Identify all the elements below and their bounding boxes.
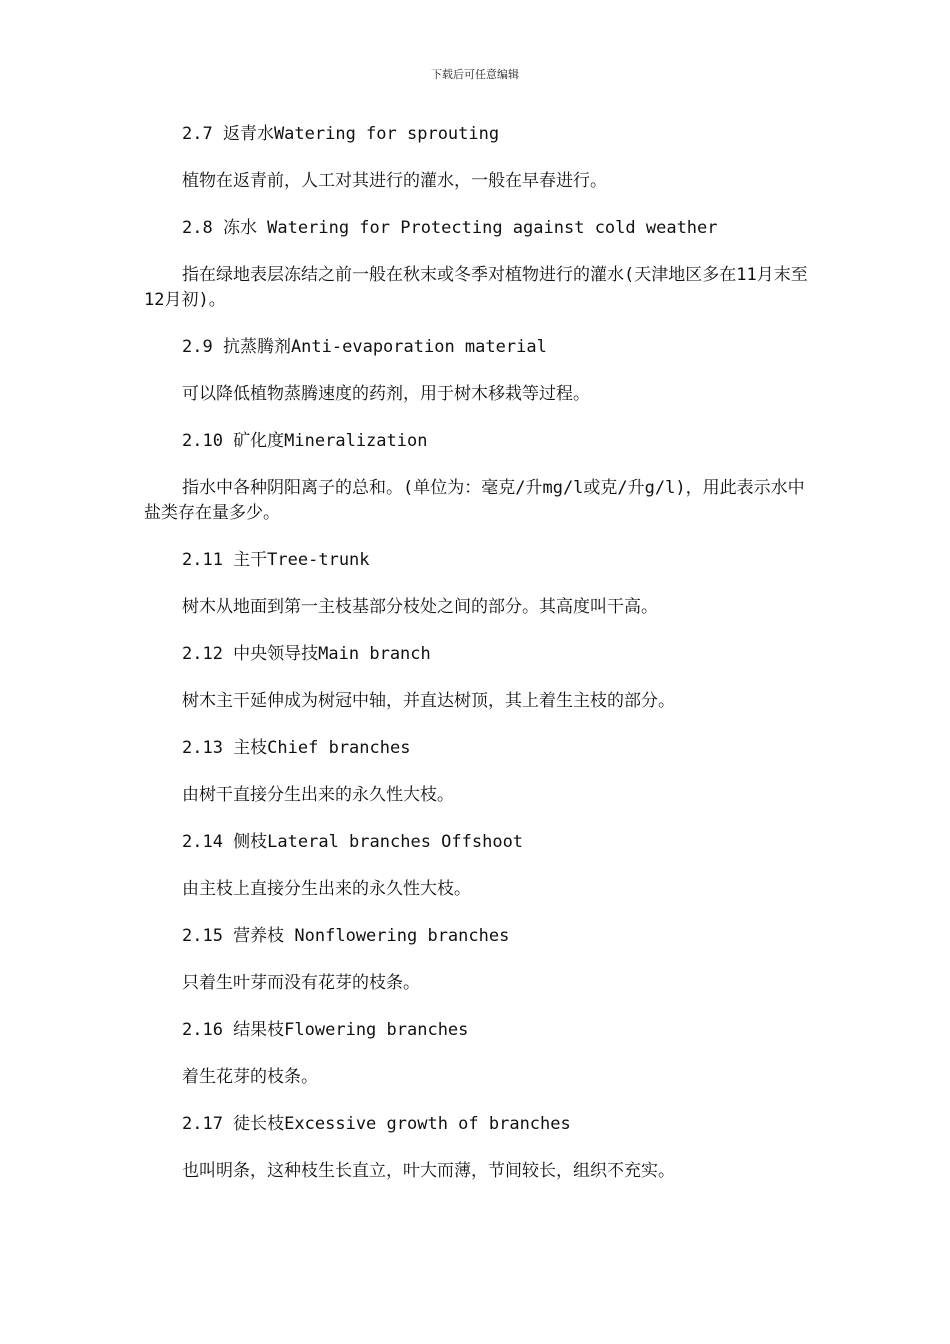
section-heading: 2.9 抗蒸腾剂Anti-evaporation material — [182, 337, 547, 357]
section-body: 可以降低植物蒸腾速度的药剂，用于树木移栽等过程。 — [182, 384, 590, 404]
section-heading: 2.13 主枝Chief branches — [182, 738, 411, 758]
section-body: 指在绿地表层冻结之前一般在秋末或冬季对植物进行的灌水(天津地区多在11月末至12月初)。 — [144, 265, 808, 310]
section-heading: 2.10 矿化度Mineralization — [182, 431, 428, 451]
section-body: 植物在返青前，人工对其进行的灌水，一般在早春进行。 — [182, 171, 607, 191]
section-body: 树木从地面到第一主枝基部分枝处之间的部分。其高度叫干高。 — [182, 597, 658, 617]
section-heading: 2.7 返青水Watering for sprouting — [182, 124, 500, 144]
section-body: 由树干直接分生出来的永久性大枝。 — [182, 785, 454, 805]
section-heading: 2.8 冻水 Watering for Protecting against cold weather — [182, 218, 718, 238]
section-body: 指水中各种阴阳离子的总和。(单位为：毫克/升mg/l或克/升g/l)，用此表示水中盐类存在量多少。 — [144, 478, 805, 523]
section-body: 由主枝上直接分生出来的永久性大枝。 — [182, 879, 471, 899]
section-heading: 2.17 徒长枝Excessive growth of branches — [182, 1114, 571, 1134]
section-heading: 2.15 营养枝 Nonflowering branches — [182, 926, 510, 946]
section-heading: 2.16 结果枝Flowering branches — [182, 1020, 469, 1040]
section-heading: 2.11 主干Tree-trunk — [182, 550, 370, 570]
section-heading: 2.14 侧枝Lateral branches Offshoot — [182, 832, 524, 852]
section-body: 只着生叶芽而没有花芽的枝条。 — [182, 973, 420, 993]
section-body: 也叫明条，这种枝生长直立，叶大而薄，节间较长，组织不充实。 — [182, 1161, 675, 1181]
section-body: 着生花芽的枝条。 — [182, 1067, 318, 1087]
page-header: 下载后可任意编辑 — [431, 68, 519, 81]
section-heading: 2.12 中央领导技Main branch — [182, 644, 431, 664]
section-body: 树木主干延伸成为树冠中轴，并直达树顶，其上着生主枝的部分。 — [182, 691, 675, 711]
document-body — [144, 122, 809, 1206]
